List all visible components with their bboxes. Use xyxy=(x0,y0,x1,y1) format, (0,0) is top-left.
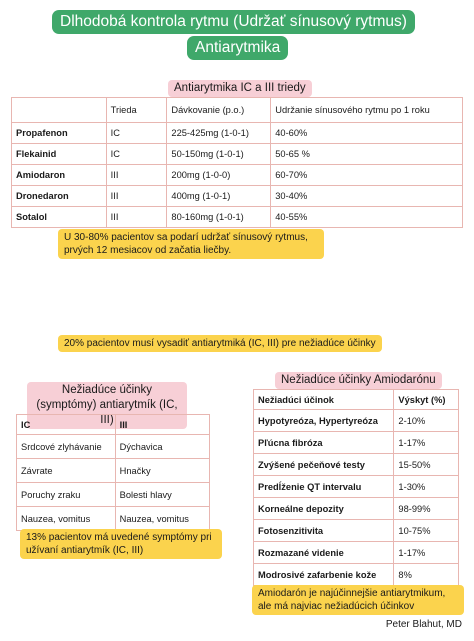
table-cell: 98-99% xyxy=(394,498,459,520)
table-cell: IC xyxy=(106,144,167,165)
table-cell: Hnačky xyxy=(115,459,209,483)
table-cell: 10-75% xyxy=(394,520,459,542)
table-row xyxy=(12,186,463,207)
table-header-cell: Trieda xyxy=(106,98,167,123)
table-row xyxy=(12,207,463,228)
table-cell: Fotosenzitivita xyxy=(254,520,394,542)
table-row xyxy=(254,432,459,454)
table-cell: 1-17% xyxy=(394,542,459,564)
side-effects-caption: Nežiadúce účinky (symptómy) antiarytmík (IC, III) xyxy=(27,382,187,429)
table-header-cell: III xyxy=(115,415,209,435)
table-cell: Korneálne depozity xyxy=(254,498,394,520)
table-row xyxy=(254,498,459,520)
table-header-cell: Udržanie sínusového rytmu po 1 roku xyxy=(271,98,463,123)
table-cell: Bolesti hlavy xyxy=(115,483,209,507)
table-row xyxy=(12,165,463,186)
table-cell: Pľúcna fibróza xyxy=(254,432,394,454)
drug-name-cell: Dronedaron xyxy=(12,186,107,207)
side-effects-note: 13% pacientov má uvedené symptómy pri užívaní antiarytmík (IC, III) xyxy=(20,529,222,559)
table-header-row xyxy=(12,98,463,123)
table-cell: 8% xyxy=(394,564,459,586)
page-subtitle: Antiarytmika xyxy=(187,36,288,60)
table-cell: 30-40% xyxy=(271,186,463,207)
amiodarone-caption: Nežiadúce účinky Amiodarónu xyxy=(275,372,442,389)
discontinuation-note: 20% pacientov musí vysadiť antiarytmiká (IC, III) pre nežiadúce účinky xyxy=(58,335,382,352)
table-cell: 200mg (1-0-0) xyxy=(167,165,271,186)
table-cell: III xyxy=(106,186,167,207)
table-cell: Predĺženie QT intervalu xyxy=(254,476,394,498)
table-cell: Modrosivé zafarbenie kože xyxy=(254,564,394,586)
table-cell: 40-60% xyxy=(271,123,463,144)
table-header-cell: Dávkovanie (p.o.) xyxy=(167,98,271,123)
antiarrhythmics-caption: Antiarytmika IC a III triedy xyxy=(168,80,312,97)
amiodarone-note: Amiodarón je najúčinnejšie antiarytmikum, ale má najviac nežiadúcich účinkov xyxy=(252,585,464,615)
drug-name-cell: Propafenon xyxy=(12,123,107,144)
table-row xyxy=(12,144,463,165)
table-row xyxy=(254,542,459,564)
side-effects-table xyxy=(16,414,210,531)
table-header-cell: IC xyxy=(17,415,116,435)
table-row xyxy=(254,410,459,432)
table-row xyxy=(254,520,459,542)
drug-name-cell: Sotalol xyxy=(12,207,107,228)
table-cell: Rozmazané videnie xyxy=(254,542,394,564)
drug-name-cell: Flekainid xyxy=(12,144,107,165)
table-cell: Hypotyreóza, Hypertyreóza xyxy=(254,410,394,432)
table-row xyxy=(12,123,463,144)
table-cell: Zvýšené pečeňové testy xyxy=(254,454,394,476)
table-cell: III xyxy=(106,165,167,186)
table-row xyxy=(17,483,210,507)
page-title: Dlhodobá kontrola rytmu (Udržať sínusový rytmus) xyxy=(52,10,415,34)
table-cell: Poruchy zraku xyxy=(17,483,116,507)
table-cell: 40-55% xyxy=(271,207,463,228)
author-credit: Peter Blahut, MD xyxy=(385,619,462,630)
table-cell: 2-10% xyxy=(394,410,459,432)
table-row xyxy=(254,454,459,476)
antiarrhythmics-table xyxy=(11,97,463,228)
table-row xyxy=(17,459,210,483)
table-cell: Dýchavica xyxy=(115,435,209,459)
table-cell: Nauzea, vomitus xyxy=(17,507,116,531)
table-cell: 80-160mg (1-0-1) xyxy=(167,207,271,228)
table-cell: 60-70% xyxy=(271,165,463,186)
table-row xyxy=(254,564,459,586)
table-header-cell: Nežiadúci účinok xyxy=(254,390,394,410)
table-header-row xyxy=(254,390,459,410)
drug-name-cell: Amiodaron xyxy=(12,165,107,186)
amiodarone-table xyxy=(253,389,459,586)
table-cell: 15-50% xyxy=(394,454,459,476)
antiarrhythmics-note: U 30-80% pacientov sa podarí udržať sínusový rytmus, prvých 12 mesiacov od začatia liečby. xyxy=(58,229,324,259)
table-cell: Srdcové zlyhávanie xyxy=(17,435,116,459)
table-cell: IC xyxy=(106,123,167,144)
table-cell: 1-30% xyxy=(394,476,459,498)
table-row xyxy=(254,476,459,498)
table-cell: 50-65 % xyxy=(271,144,463,165)
table-header-cell xyxy=(12,98,107,123)
table-cell: Nauzea, vomitus xyxy=(115,507,209,531)
table-cell: 225-425mg (1-0-1) xyxy=(167,123,271,144)
table-cell: Závrate xyxy=(17,459,116,483)
table-cell: 50-150mg (1-0-1) xyxy=(167,144,271,165)
table-header-cell: Výskyt (%) xyxy=(394,390,459,410)
table-row xyxy=(17,435,210,459)
table-cell: 1-17% xyxy=(394,432,459,454)
table-row xyxy=(17,507,210,531)
table-cell: III xyxy=(106,207,167,228)
table-cell: 400mg (1-0-1) xyxy=(167,186,271,207)
table-header-row xyxy=(17,415,210,435)
